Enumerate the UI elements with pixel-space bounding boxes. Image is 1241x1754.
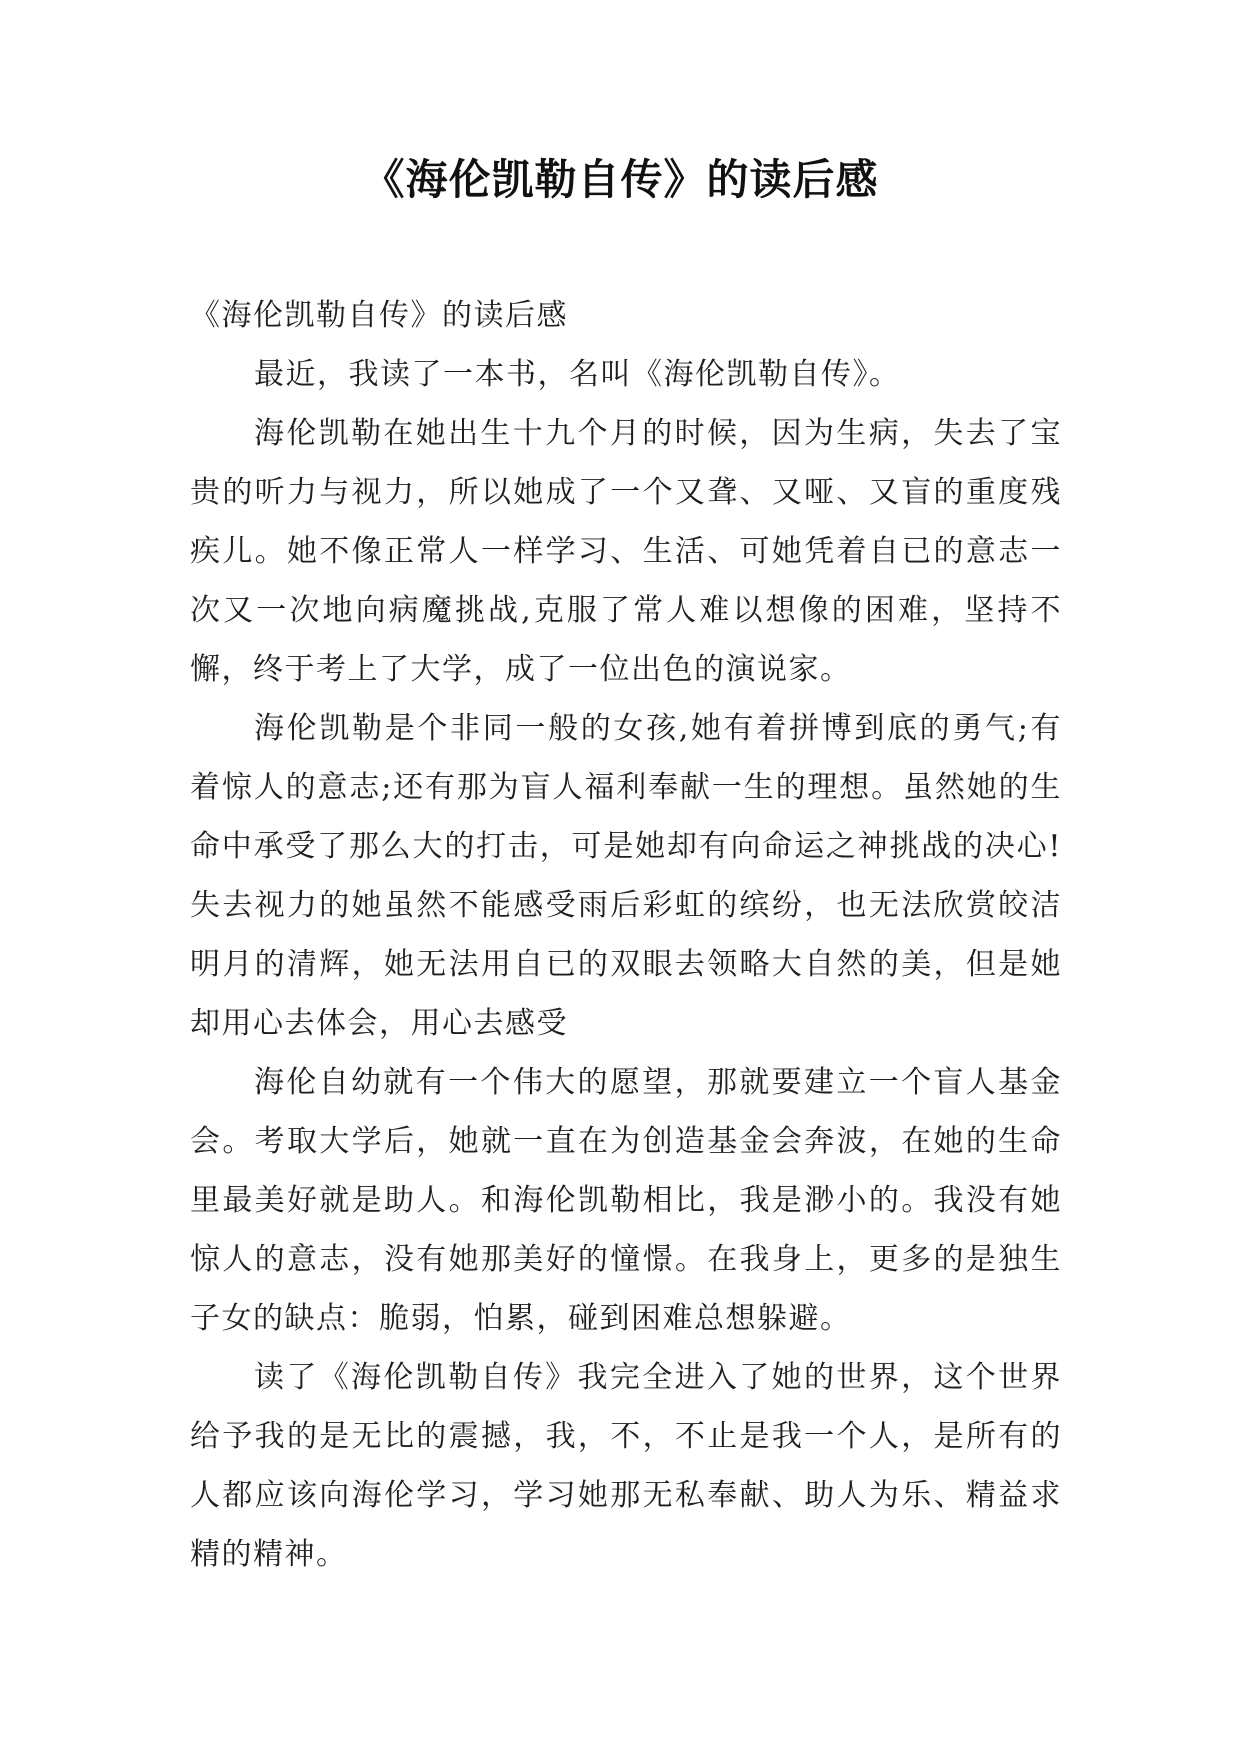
document-body <box>190 286 1062 1584</box>
paragraph-5: 读了《海伦凯勒自传》我完全进入了她的世界，这个世界给予我的是无比的震撼，我，不，不止是我一个人，是所有的人都应该向海伦学习，学习她那无私奉献、助人为乐、精益求精的精神。 <box>190 1360 1062 1572</box>
paragraph-3: 海伦凯勒是个非同一般的女孩,她有着拼博到底的勇气;有着惊人的意志;还有那为盲人福利奉献一生的理想。虽然她的生命中承受了那么大的打击，可是她却有向命运之神挑战的决心!失去视力的她虽然不能感受雨后彩虹的缤纷，也无法欣赏皎洁明月的清辉，她无法用自已的双眼去领略大自然的美，但是她却用心去体会，用心去感受 <box>190 711 1062 1041</box>
paragraph-2: 海伦凯勒在她出生十九个月的时候，因为生病，失去了宝贵的听力与视力，所以她成了一个又聋、又哑、又盲的重度残疾儿。她不像正常人一样学习、生活、可她凭着自已的意志一次又一次地向病魔挑战,克服了常人难以想像的困难，坚持不懈，终于考上了大学，成了一位出色的演说家。 <box>190 416 1062 687</box>
document-title: 《海伦凯勒自传》的读后感 <box>362 155 879 204</box>
body-heading-line: 《海伦凯勒自传》的读后感 <box>190 298 568 333</box>
paragraph-1: 最近，我读了一本书，名叫《海伦凯勒自传》。 <box>254 357 901 392</box>
paragraph-4: 海伦自幼就有一个伟大的愿望，那就要建立一个盲人基金会。考取大学后，她就一直在为创造基金会奔波，在她的生命里最美好就是助人。和海伦凯勒相比，我是渺小的。我没有她惊人的意志，没有她那美好的憧憬。在我身上，更多的是独生子女的缺点：脆弱，怕累，碰到困难总想躲避。 <box>190 1065 1062 1336</box>
